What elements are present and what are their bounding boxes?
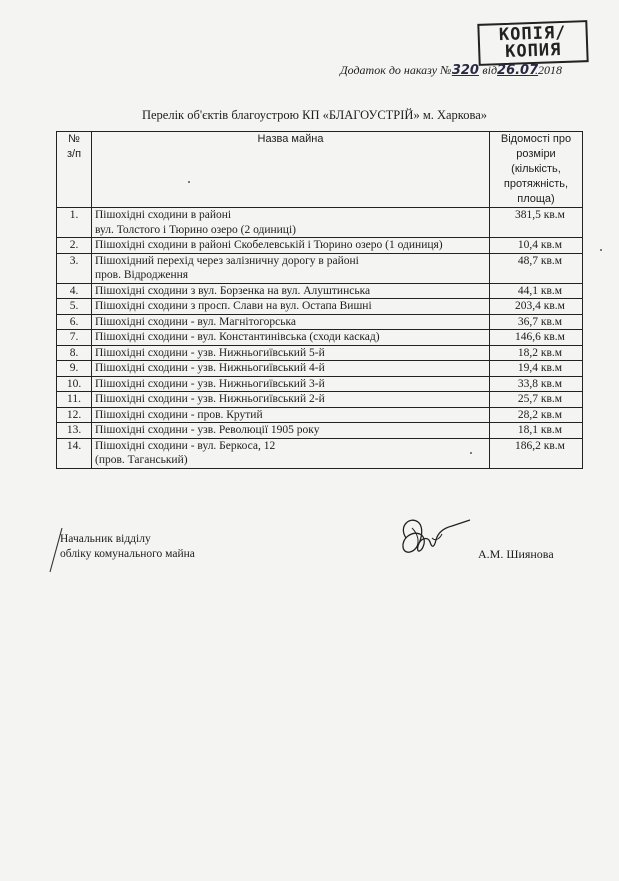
row-number: 14. (57, 438, 92, 468)
addendum-prefix: Додаток до наказу № (340, 63, 452, 77)
table-row (57, 299, 583, 315)
addendum-mid: від (482, 63, 498, 77)
row-size-value: 25,7 кв.м (517, 393, 563, 405)
row-number: 10. (57, 376, 92, 392)
row-name-line: Пішохідні сходини - узв. Нижньогиївський 2-й (95, 393, 325, 405)
row-number: 1. (57, 208, 92, 238)
row-number: 3. (57, 253, 92, 283)
row-name-line: Пішохідні сходини в районі (95, 209, 232, 221)
row-size (490, 238, 583, 254)
stamp-line-2: КОПИЯ (504, 40, 562, 62)
row-name-line: Пішохідні сходини з вул. Борзенка на вул. Алуштинська (95, 284, 371, 297)
row-name-line: пров. Відродження (95, 269, 189, 281)
order-date: 26.07 (497, 63, 539, 78)
objects-table (56, 131, 583, 469)
row-size (490, 376, 583, 392)
row-size-value: 36,7 кв.м (517, 315, 563, 328)
row-size (490, 314, 583, 330)
row-name (92, 314, 490, 330)
table-row (57, 238, 583, 254)
signatory-title-line: обліку комунального майна (60, 548, 195, 560)
row-name-line: Пішохідні сходини в районі Скобелевській і Тюрино озеро (1 одиниця) (95, 239, 443, 251)
row-size (490, 208, 583, 238)
row-name-line: Пішохідний перехід через залізничну дорогу в районі (95, 254, 359, 267)
header-size (490, 132, 583, 208)
row-size (490, 423, 583, 439)
row-size-value: 44,1 кв.м (517, 284, 563, 297)
row-name-line: Пішохідні сходини - узв. Нижньогиївський 4-й (95, 362, 325, 374)
order-number: 320 (451, 63, 479, 78)
signatory-title-line: Начальник відділу (60, 533, 151, 545)
row-name-line: Пішохідні сходини - вул. Магнітогорська (95, 315, 297, 328)
signatory-name: А.М. Шиянова (478, 547, 554, 561)
header-number-line: № (68, 133, 80, 145)
table-row (57, 345, 583, 361)
row-name (92, 376, 490, 392)
row-number: 13. (57, 423, 92, 439)
table-row (57, 283, 583, 299)
table-header-row (57, 132, 583, 208)
row-name (92, 330, 490, 346)
row-number: 7. (57, 330, 92, 346)
table-row (57, 407, 583, 423)
row-name (92, 407, 490, 423)
header-number-line: з/п (66, 148, 82, 160)
row-size-value: 28,2 кв.м (517, 408, 563, 421)
table-row (57, 376, 583, 392)
row-size-value: 146,6 кв.м (515, 331, 565, 343)
row-size (490, 392, 583, 408)
row-number: 9. (57, 361, 92, 377)
row-number: 6. (57, 314, 92, 330)
row-name-line: Пішохідні сходини - узв. Нижньогиївський 5-й (95, 346, 325, 359)
scan-speck (470, 452, 472, 454)
row-name-line: Пішохідні сходини - узв. Революції 1905 року (95, 424, 320, 436)
row-size (490, 283, 583, 299)
row-name (92, 423, 490, 439)
row-size (490, 438, 583, 468)
row-name (92, 299, 490, 315)
scan-speck (188, 181, 190, 183)
header-size-line: Відомості про (500, 133, 572, 145)
stamp-line-1: КОПІЯ/ (498, 22, 567, 46)
header-number (57, 132, 92, 208)
row-size (490, 253, 583, 283)
document-title (0, 108, 619, 123)
scan-speck (600, 249, 602, 251)
row-name (92, 361, 490, 377)
row-number: 4. (57, 283, 92, 299)
row-size-value: 19,4 кв.м (517, 362, 563, 374)
row-size-value: 186,2 кв.м (515, 439, 565, 452)
row-number: 5. (57, 299, 92, 315)
row-name-line: вул. Толстого і Тюрино озеро (2 одиниці) (95, 223, 296, 236)
row-size-value: 33,8 кв.м (517, 377, 563, 390)
row-name (92, 208, 490, 238)
row-number: 8. (57, 345, 92, 361)
addendum-reference (340, 63, 562, 78)
row-name (92, 438, 490, 468)
header-size-line: площа) (517, 193, 555, 205)
handwritten-signature (392, 508, 472, 568)
row-size-value: 10,4 кв.м (517, 239, 563, 251)
table-row (57, 314, 583, 330)
table-row (57, 392, 583, 408)
row-name-line: Пішохідні сходини - узв. Нижньогиївський 3-й (95, 377, 325, 390)
row-name (92, 345, 490, 361)
row-name (92, 253, 490, 283)
header-size-line: протяжність, (503, 178, 569, 190)
row-size (490, 407, 583, 423)
row-number: 11. (57, 392, 92, 408)
row-name (92, 283, 490, 299)
row-name-line: Пішохідні сходини - пров. Крутий (95, 408, 263, 421)
row-size-value: 18,1 кв.м (517, 424, 563, 436)
row-size-value: 48,7 кв.м (517, 254, 563, 267)
row-name-line: Пішохідні сходини - вул. Беркоса, 12 (95, 439, 276, 452)
table-row (57, 208, 583, 238)
table-row (57, 361, 583, 377)
header-size-line: розміри (516, 148, 556, 160)
row-size (490, 330, 583, 346)
row-name-line: Пішохідні сходини з просп. Слави на вул. Остапа Вишні (95, 300, 372, 312)
row-size (490, 299, 583, 315)
signatory-title (60, 532, 195, 562)
row-size-value: 18,2 кв.м (517, 346, 563, 359)
copy-stamp (477, 20, 588, 66)
header-size-line: (кількість, (511, 163, 561, 175)
table-row (57, 423, 583, 439)
row-size (490, 361, 583, 377)
row-size-value: 381,5 кв.м (515, 209, 565, 221)
row-name (92, 238, 490, 254)
row-name-line: (пров. Таганський) (95, 454, 188, 466)
row-number: 2. (57, 238, 92, 254)
table-row (57, 253, 583, 283)
row-number: 12. (57, 407, 92, 423)
row-name-line: Пішохідні сходини - вул. Константинівська (сходи каскад) (95, 331, 380, 343)
row-size (490, 345, 583, 361)
row-size-value: 203,4 кв.м (515, 300, 565, 312)
document-title-text: Перелік об'єктів благоустрою КП «БЛАГОУСТРІЙ» м. Харкова» (141, 108, 488, 122)
header-name: Назва майна (92, 132, 490, 208)
row-name (92, 392, 490, 408)
table-row (57, 330, 583, 346)
order-year: .2018 (535, 63, 563, 77)
table-row (57, 438, 583, 468)
